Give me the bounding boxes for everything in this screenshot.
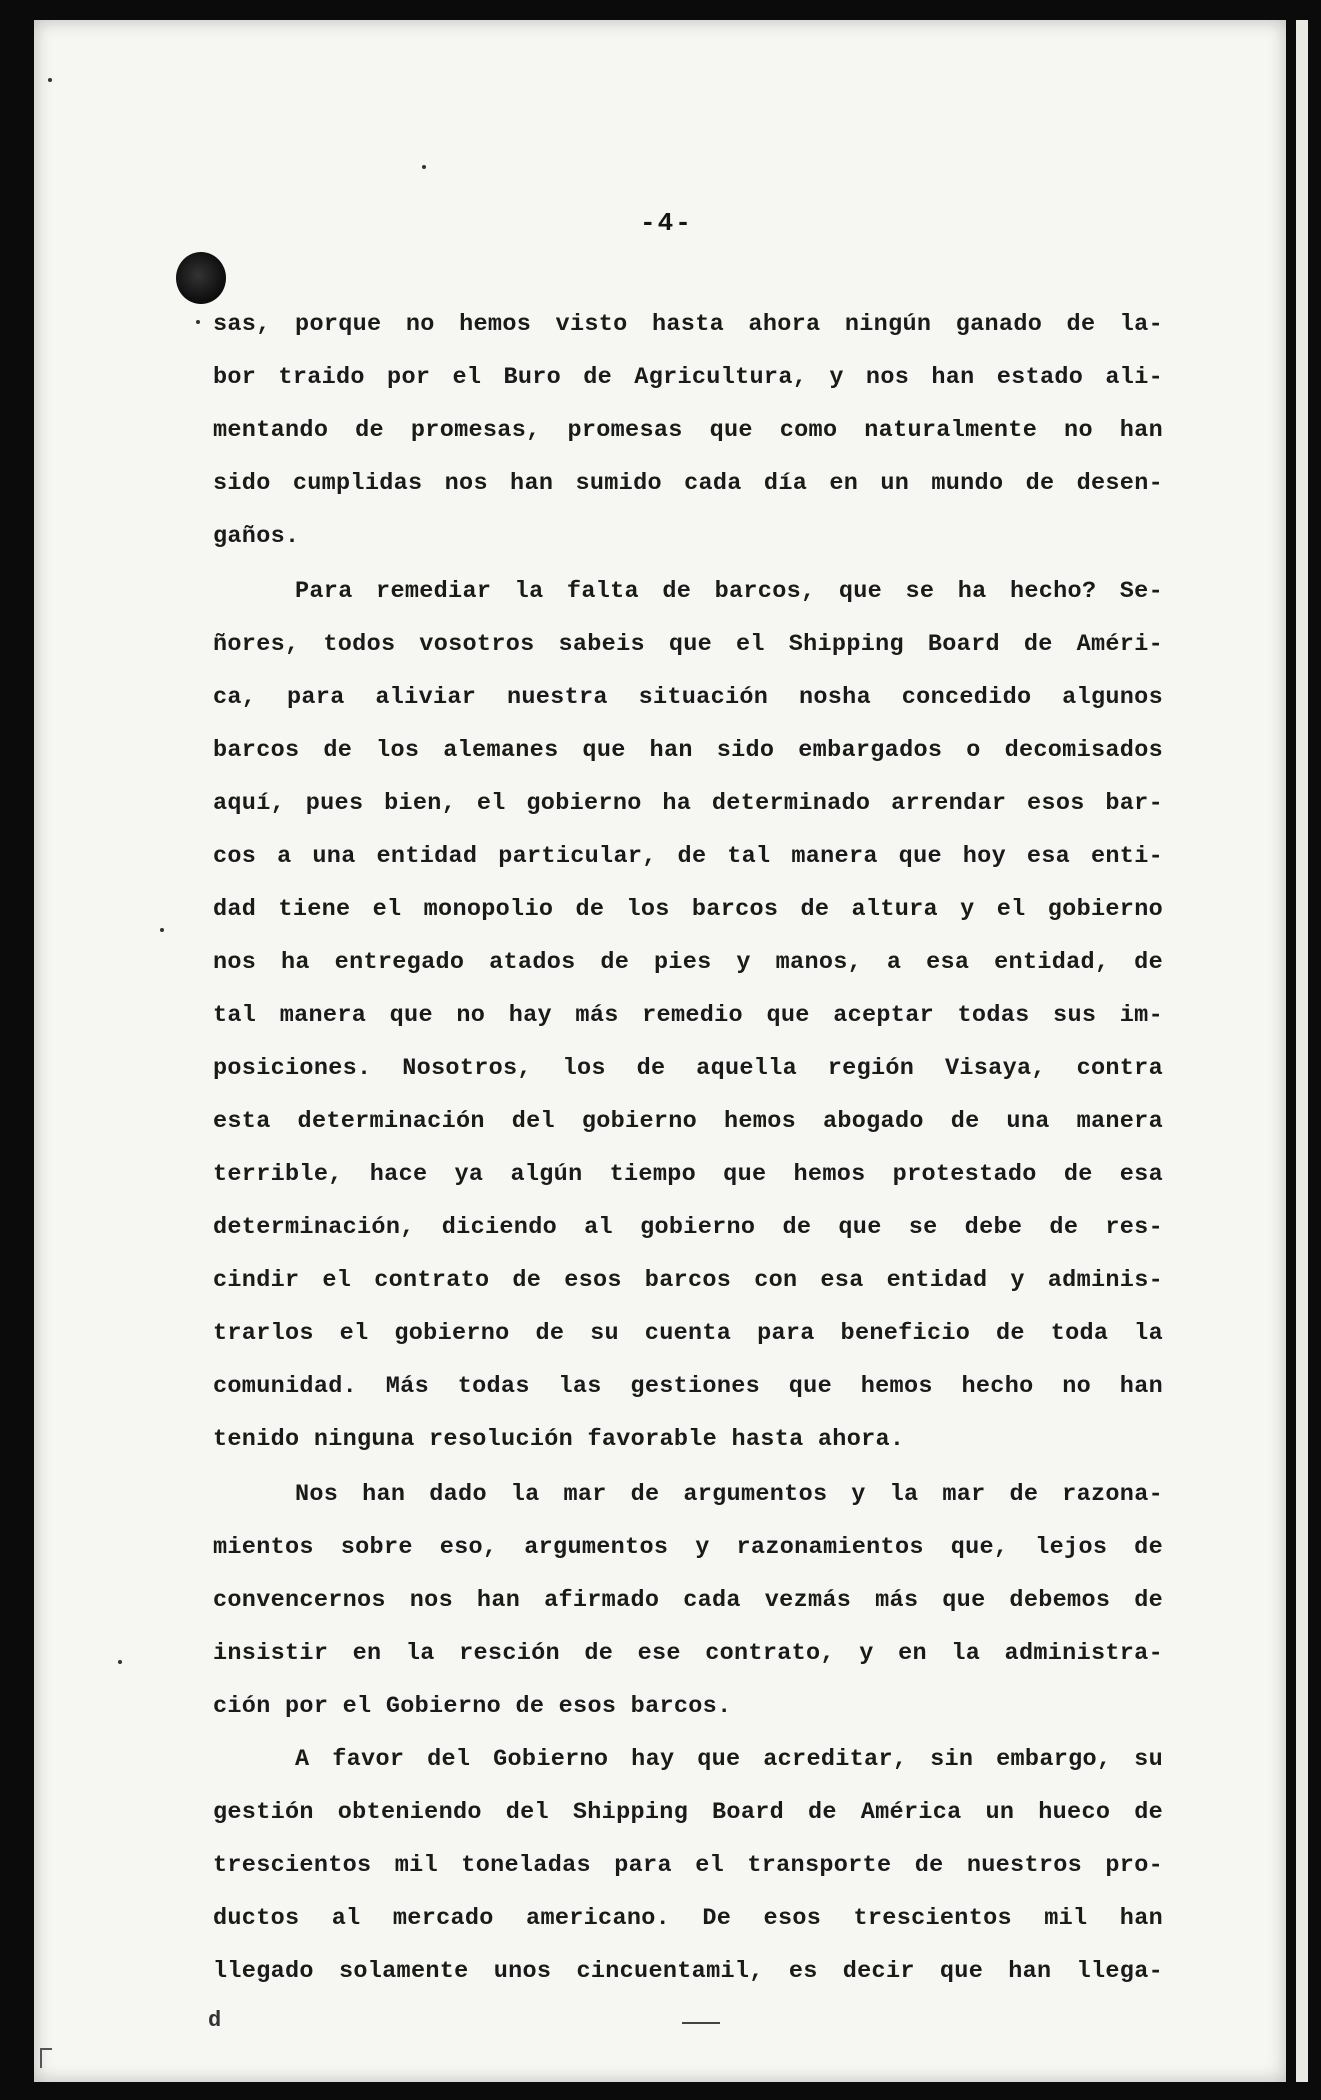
continuation-fragment: d: [208, 2008, 222, 2033]
text-line: mientos sobre eso, argumentos y razonamientos que, lejos de: [213, 1534, 1163, 1561]
text-line: tenido ninguna resolución favorable hasta ahora.: [213, 1426, 905, 1453]
text-line: terrible, hace ya algún tiempo que hemos protestado de esa: [213, 1161, 1163, 1188]
text-line: bor traido por el Buro de Agricultura, y nos han estado ali-: [213, 364, 1163, 391]
text-line: tal manera que no hay más remedio que aceptar todas sus im-: [213, 1002, 1163, 1029]
corner-fold-mark: [40, 2048, 52, 2068]
paper-edge: [1296, 20, 1308, 2082]
text-line: determinación, diciendo al gobierno de que se debe de res-: [213, 1214, 1163, 1241]
ink-speck: [422, 165, 426, 169]
text-line: ción por el Gobierno de esos barcos.: [213, 1693, 732, 1720]
footer-dash: [682, 2022, 720, 2024]
text-line: dad tiene el monopolio de los barcos de altura y el gobierno: [213, 896, 1163, 923]
text-line: gaños.: [213, 523, 300, 550]
text-line: sido cumplidas nos han sumido cada día en un mundo de desen-: [213, 470, 1163, 497]
ink-speck: [196, 320, 200, 324]
text-line: Nos han dado la mar de argumentos y la mar de razona-: [295, 1481, 1163, 1508]
text-line: ductos al mercado americano. De esos trescientos mil han: [213, 1905, 1163, 1932]
text-line: cos a una entidad particular, de tal manera que hoy esa enti-: [213, 843, 1163, 870]
text-line: A favor del Gobierno hay que acreditar, sin embargo, su: [295, 1746, 1163, 1773]
text-line: sas, porque no hemos visto hasta ahora ningún ganado de la-: [213, 311, 1163, 338]
text-line: gestión obteniendo del Shipping Board de América un hueco de: [213, 1799, 1163, 1826]
text-line: comunidad. Más todas las gestiones que hemos hecho no han: [213, 1373, 1163, 1400]
text-line: nos ha entregado atados de pies y manos, a esa entidad, de: [213, 949, 1163, 976]
text-line: ñores, todos vosotros sabeis que el Shipping Board de Améri-: [213, 631, 1163, 658]
text-line: trescientos mil toneladas para el transporte de nuestros pro-: [213, 1852, 1163, 1879]
ink-speck: [48, 78, 52, 82]
text-line: convencernos nos han afirmado cada vezmás más que debemos de: [213, 1587, 1163, 1614]
text-line: insistir en la resción de ese contrato, y en la administra-: [213, 1640, 1163, 1667]
punch-hole: [176, 252, 226, 304]
text-line: Para remediar la falta de barcos, que se ha hecho? Se-: [295, 578, 1163, 605]
text-line: posiciones. Nosotros, los de aquella región Visaya, contra: [213, 1055, 1163, 1082]
text-line: cindir el contrato de esos barcos con esa entidad y adminis-: [213, 1267, 1163, 1294]
text-line: mentando de promesas, promesas que como naturalmente no han: [213, 417, 1163, 444]
ink-speck: [160, 928, 164, 932]
text-line: esta determinación del gobierno hemos abogado de una manera: [213, 1108, 1163, 1135]
ink-speck: [118, 1660, 122, 1664]
text-line: barcos de los alemanes que han sido embargados o decomisados: [213, 737, 1163, 764]
text-line: aquí, pues bien, el gobierno ha determinado arrendar esos bar-: [213, 790, 1163, 817]
text-line: trarlos el gobierno de su cuenta para beneficio de toda la: [213, 1320, 1163, 1347]
text-line: llegado solamente unos cincuentamil, es decir que han llega-: [213, 1958, 1163, 1985]
text-line: ca, para aliviar nuestra situación nosha concedido algunos: [213, 684, 1163, 711]
page-number: -4-: [640, 208, 693, 238]
